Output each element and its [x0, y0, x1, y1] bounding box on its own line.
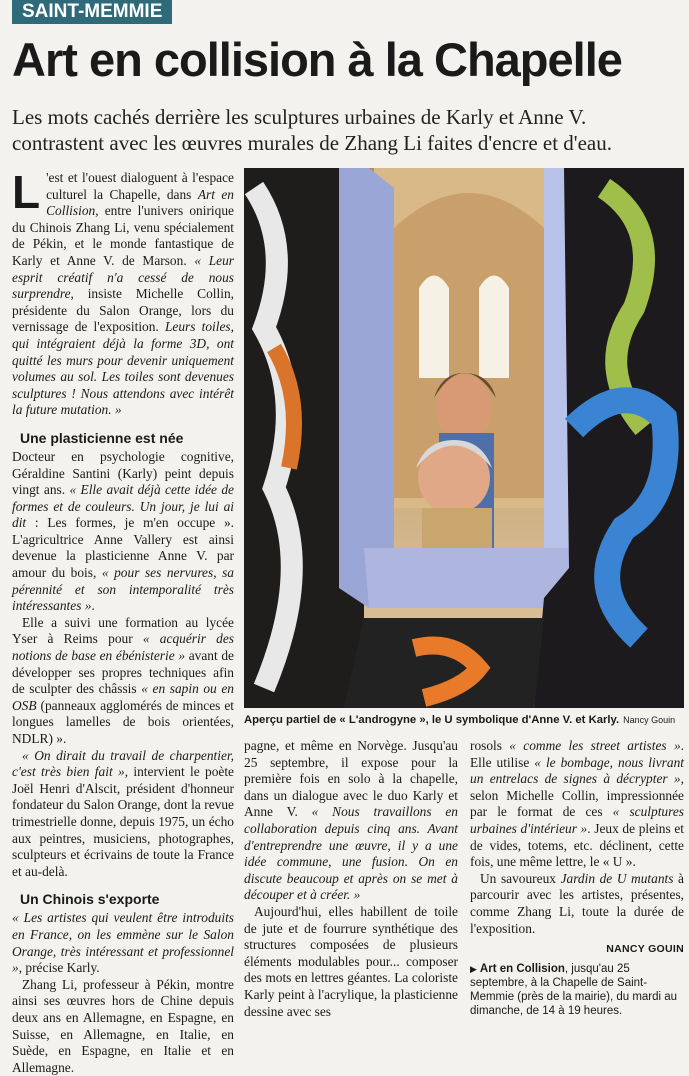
drop-cap: L — [12, 166, 41, 218]
paragraph: Aujourd'hui, elles habillent de toile de jute et de fourrure synthétique des structures composées de plusieurs éléments modulables pour... composer des mots en lettres géantes. La coloriste Karly peint à l'acrylique, la plasticienne dessine avec ses — [244, 903, 458, 1019]
sculpture-photo — [244, 168, 684, 708]
paragraph: « On dirait du travail de charpentier, c'est très bien fait », intervient le poète Joël Henri d'Alscit, président d'honneur fondateur du Salon Orange, dont la revue trimestrielle donne, depuis 1975, un écho aux peintres, musiciens, photographes, sculpteurs et écrivains de toute la France et au-delà. — [12, 747, 234, 879]
article-column-2 — [244, 738, 458, 1020]
standfirst: Les mots cachés derrière les sculptures urbaines de Karly et Anne V. contrastent avec les œuvres murales de Zhang Li faites d'encre et d'eau. — [12, 105, 612, 155]
subheading: Une plasticienne est née — [20, 429, 184, 446]
paragraph: Docteur en psychologie cognitive, Géraldine Santini (Karly) peint depuis vingt ans. « Elle avait déjà cette idée de formes et de couleurs. Un jour, je lui ai dit : Les formes, je m'en occupe ». L'agricultrice Anne Vallery est ainsi devenue la plasticienne Anne V. par amour du bois, « pour ses nervures, sa pérennité et son intemporalité très intéressantes ». — [12, 448, 234, 614]
byline: NANCY GOUIN — [606, 943, 684, 956]
photo-caption: Aperçu partiel de « L'androgyne », le U symbolique d'Anne V. et Karly. Nancy Gouin — [244, 714, 676, 726]
article-column-3 — [470, 738, 684, 1018]
paragraph: Elle a suivi une formation au lycée Yser à Reims pour « acquérir des notions de base en ébénisterie » avant de développer ses propres techniques afin de sculpter des châssis « en sapin ou en OSB (panneaux agglomérés de minces et longues lamelles de bois orientées, NDLR) ». — [12, 614, 234, 746]
arrow-icon: ▶ — [470, 963, 477, 974]
article-column-1 — [12, 166, 234, 1076]
paragraph: Un savoureux Jardin de U mutants à parcourir avec les artistes, présentes, comme Zhang Li, toute la durée de l'exposition. — [470, 870, 684, 936]
subheading: Un Chinois s'exporte — [20, 891, 160, 908]
paragraph: L 'est et l'ouest dialoguent à l'espace culturel la Chapelle, dans Art en Collision, entre l'univers onirique du Chinois Zhang Li, venu spécialement de Pékin, et le monde fantastique de Karly et Anne V. de Marson. « Leur esprit créatif n'a cessé de nous surprendre, insiste Michelle Collin, présidente du Salon Orange, lors du vernissage de l'exposition. Leurs toiles, qui intégraient déjà la forme 3D, ont quitté les murs pour devenir uniquement volumes au sol. Les toiles sont devenues sculptures ! Nous attendons avec intérêt la future mutation. » — [12, 166, 234, 418]
photo-illustration — [244, 168, 684, 708]
paragraph: pagne, et même en Norvège. Jusqu'au 25 septembre, il expose pour la première fois en solo à la chapelle, dans un dialogue avec le duo Karly et Anne V. « Nous travaillons en collaboration depuis cinq ans. Avant d'entreprendre une œuvre, il y a une idée commune, une fusion. On en discute beaucoup et après on se met à découper et à créer. » — [244, 738, 458, 903]
paragraph: Zhang Li, professeur à Pékin, montre ainsi ses œuvres hors de Chine depuis deux ans en Allemagne, en Espagne, en Suisse, en Allemagne, en Italie, en Suède, en Espagne, en Italie et en Allemagne. — [12, 976, 234, 1075]
paragraph: « Les artistes qui veulent être introduits en France, on les emmène sur le Salon Orange, très intéressant et professionnel », précise Karly. — [12, 910, 234, 976]
exhibition-info: ▶ Art en Collision, jusqu'au 25 septembre, à la Chapelle de Saint-Memmie (près de la mairie), du mardi au dimanche, de 14 à 19 heures. — [470, 962, 678, 1017]
headline: Art en collision à la Chapelle — [12, 33, 622, 86]
photo-credit: Nancy Gouin — [623, 715, 676, 725]
section-kicker: SAINT-MEMMIE — [12, 0, 172, 24]
paragraph: rosols « comme les street artistes ». Elle utilise « le bombage, nous livrant un entrelacs de signes à décrypter », selon Michelle Collin, impressionnée par le format de ces « sculptures urbaines d'intérieur ». Jeux de pleins et de vides, totems, etc. déclinent, cette fois, une même lettre, le « U ». — [470, 738, 684, 870]
